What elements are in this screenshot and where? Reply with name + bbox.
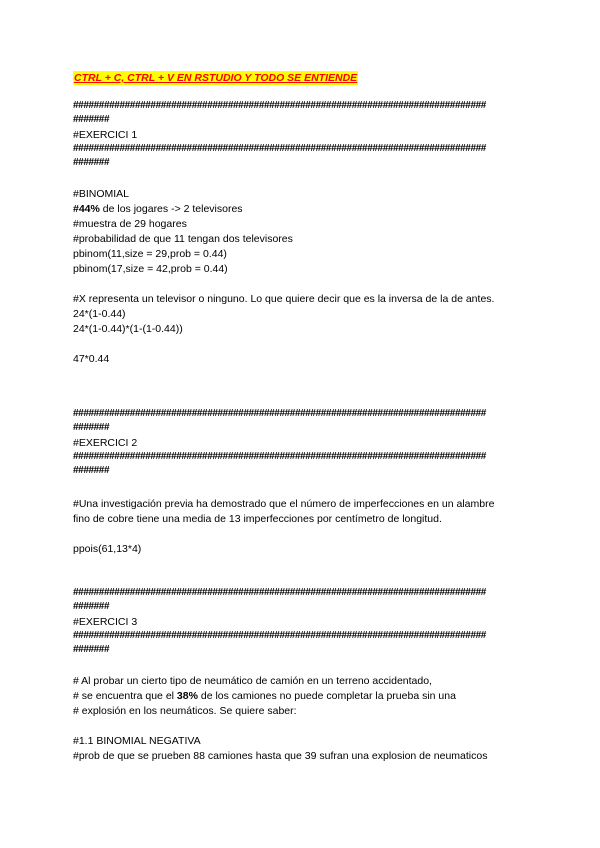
- ex1-line-7: #X representa un televisor o ninguno. Lo que quiere decir que es la inversa de la de antes.: [73, 293, 495, 305]
- ex2-line-3: ppois(61,13*4): [73, 543, 142, 555]
- exercise-1-title: #EXERCICI 1: [73, 129, 138, 141]
- hash-divider: ################################################################################: [73, 143, 486, 154]
- hash-divider: ################################################################################: [73, 451, 486, 462]
- hash-divider-tail: #######: [73, 114, 110, 125]
- hash-divider: ################################################################################: [73, 100, 486, 111]
- ex3-percent: 38%: [176, 690, 198, 702]
- ex3-line-2: [73, 689, 456, 703]
- hash-divider-tail: #######: [73, 644, 110, 655]
- header-note: CTRL + C, CTRL + V EN RSTUDIO Y TODO SE ENTIENDE: [74, 72, 358, 84]
- ex1-line-3: #muestra de 29 hogares: [73, 218, 187, 230]
- ex2-line-2: fino de cobre tiene una media de 13 imperfecciones por centímetro de longitud.: [73, 513, 442, 525]
- ex1-line-8: 24*(1-0.44): [73, 308, 126, 320]
- ex2-line-1: #Una investigación previa ha demostrado que el número de imperfecciones en un alambre: [73, 498, 495, 510]
- hash-divider: ################################################################################: [73, 587, 486, 598]
- ex1-line-4: #probabilidad de que 11 tengan dos televisores: [73, 233, 293, 245]
- ex1-line-2: [73, 202, 243, 216]
- ex1-line-5: pbinom(11,size = 29,prob = 0.44): [73, 248, 227, 260]
- hash-divider-tail: #######: [73, 157, 110, 168]
- ex3-line-1: # Al probar un cierto tipo de neumático de camión en un terreno accidentado,: [73, 675, 432, 687]
- exercise-2-title: #EXERCICI 2: [73, 437, 138, 449]
- hash-divider-tail: #######: [73, 601, 110, 612]
- ex3-line-5: #prob de que se prueben 88 camiones hasta que 39 sufran una explosion de neumaticos: [73, 750, 488, 762]
- hash-divider: ################################################################################: [73, 630, 486, 641]
- ex1-percent: #44%: [73, 203, 100, 215]
- ex3-line-2-post: de los camiones no puede completar la prueba sin una: [197, 690, 456, 702]
- ex1-line-10: 47*0.44: [73, 353, 110, 365]
- ex3-line-3: # explosión en los neumáticos. Se quiere saber:: [73, 705, 297, 717]
- hash-divider: ################################################################################: [73, 408, 486, 419]
- ex3-line-4: #1.1 BINOMIAL NEGATIVA: [73, 735, 201, 747]
- ex1-line-9: 24*(1-0.44)*(1-(1-0.44)): [73, 323, 183, 335]
- hash-divider-tail: #######: [73, 465, 110, 476]
- ex3-line-2-pre: # se encuentra que el: [73, 690, 177, 702]
- ex1-line-1: #BINOMIAL: [73, 188, 130, 200]
- ex1-line-6: pbinom(17,size = 42,prob = 0.44): [73, 263, 228, 275]
- ex1-line-2-text: de los jogares -> 2 televisores: [99, 203, 243, 215]
- exercise-3-title: #EXERCICI 3: [73, 616, 138, 628]
- hash-divider-tail: #######: [73, 422, 110, 433]
